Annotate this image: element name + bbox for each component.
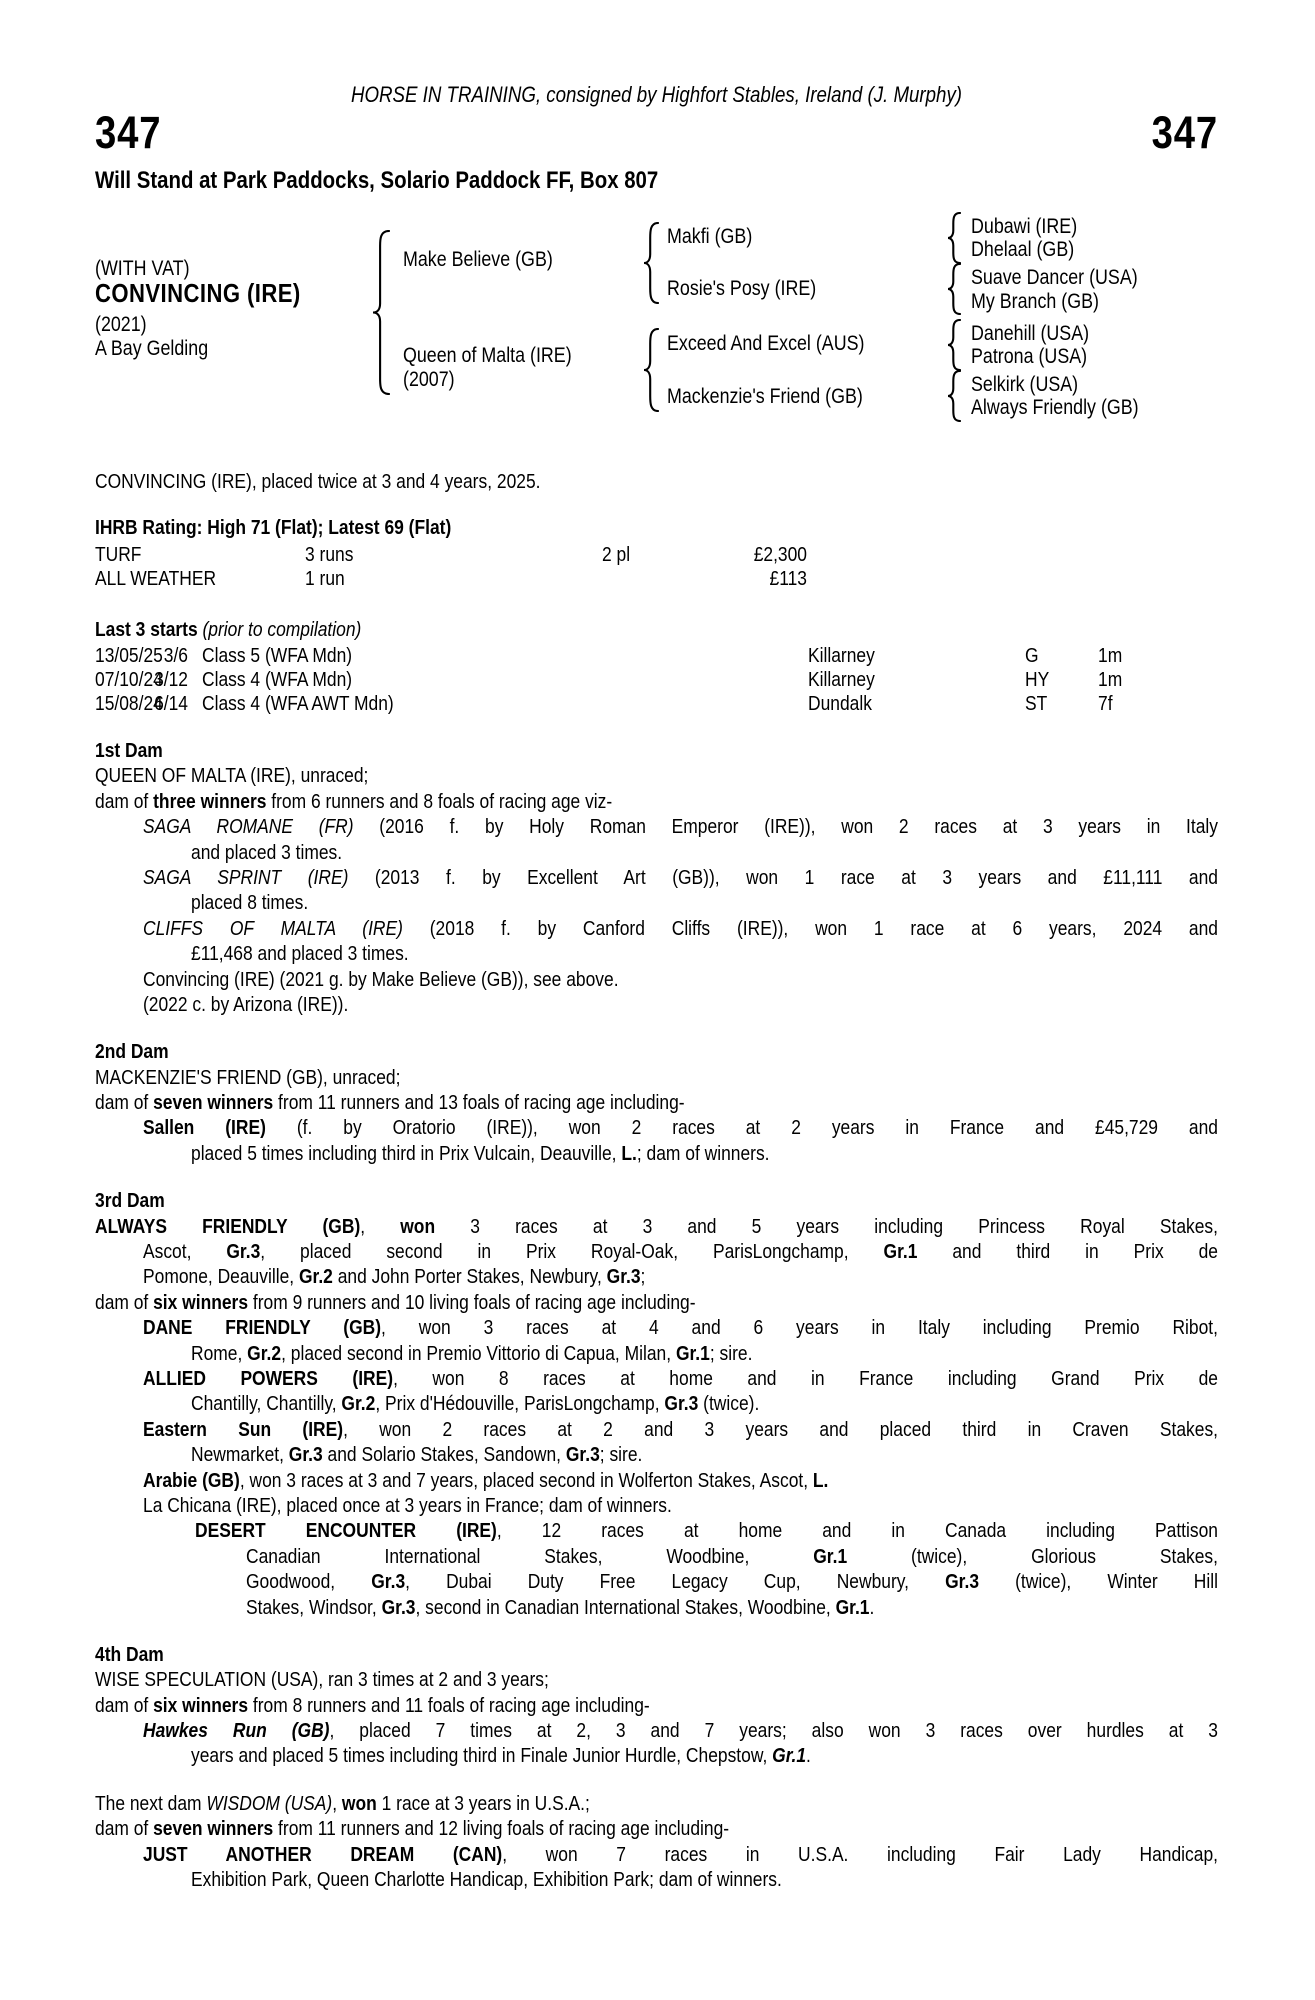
text-run: Gr.3 xyxy=(288,1443,323,1467)
section-first-dam xyxy=(95,738,1218,1017)
last-starts-subtitle: (prior to compilation) xyxy=(197,618,362,641)
text-run: , 12 races at home and in Canada including Pattison xyxy=(496,1519,1218,1543)
text-run: Canadian International Stakes, Woodbine, xyxy=(246,1544,814,1568)
earnings-cell: £113 xyxy=(769,567,807,590)
lot-number-left: 347 xyxy=(95,107,162,158)
pedigree-gen3-4: My Branch (GB) xyxy=(971,290,1099,313)
catalogue-line xyxy=(95,1642,1218,1667)
pedigree-brace-main xyxy=(372,230,390,395)
text-run: , won 8 races at home and in France including Grand Prix de xyxy=(393,1366,1219,1390)
pedigree-dam: Queen of Malta (IRE) xyxy=(403,344,572,367)
pedigree-gen3-7: Selkirk (USA) xyxy=(971,373,1079,396)
text-run: (f. by Oratorio (IRE)), won 2 races at 2 years in France and £45,729 and xyxy=(265,1116,1218,1140)
earnings-cell: £2,300 xyxy=(753,543,807,566)
pedigree-gen3-5: Danehill (USA) xyxy=(971,322,1090,345)
text-run: Gr.3 xyxy=(664,1392,699,1416)
catalogue-line xyxy=(95,1693,1218,1718)
catalogue-line xyxy=(95,865,1218,890)
text-run: won xyxy=(341,1791,377,1815)
text-run: from 8 runners and 11 foals of racing age including- xyxy=(248,1693,650,1717)
text-run: Pomone, Deauville, xyxy=(143,1265,299,1289)
catalogue-line xyxy=(95,1417,1218,1442)
going-cell: HY xyxy=(1025,668,1050,691)
catalogue-line xyxy=(95,1518,1218,1543)
text-run: Ascot, xyxy=(143,1240,227,1264)
last-starts-title: Last 3 starts xyxy=(95,618,198,641)
stand-location-line: Will Stand at Park Paddocks, Solario Paddock FF, Box 807 xyxy=(95,167,659,194)
text-run: QUEEN OF MALTA (IRE), unraced; xyxy=(95,764,369,788)
catalogue-line xyxy=(95,1341,1218,1366)
text-run: Gr.1 xyxy=(772,1744,807,1768)
text-run: placed 5 times including third in Prix Vulcain, Deauville, xyxy=(191,1141,622,1165)
catalogue-line xyxy=(95,789,1218,814)
text-run: , Dubai Duty Free Legacy Cup, Newbury, xyxy=(405,1570,946,1594)
text-run: Gr.3 xyxy=(371,1570,406,1594)
catalogue-line xyxy=(95,941,1218,966)
pedigree-gen3-8: Always Friendly (GB) xyxy=(971,396,1139,419)
text-run: Convincing (IRE) (2021 g. by Make Believe (GB)), see above. xyxy=(143,967,619,991)
text-run: , placed second in Premio Vittorio di Capua, Milan, xyxy=(281,1341,676,1365)
text-run: , won 7 races in U.S.A. including Fair Lady Handicap, xyxy=(502,1842,1218,1866)
text-run: and placed 3 times. xyxy=(191,840,343,864)
text-run: ; xyxy=(640,1265,646,1289)
text-run: dam of xyxy=(95,1091,154,1115)
text-run: from 11 runners and 13 foals of racing age including- xyxy=(273,1091,685,1115)
catalogue-line xyxy=(95,1039,1218,1064)
text-run: Gr.3 xyxy=(381,1595,416,1619)
course-cell: Killarney xyxy=(808,644,875,667)
text-run: Gr.1 xyxy=(813,1544,848,1568)
catalogue-line xyxy=(95,763,1218,788)
catalogue-line xyxy=(95,1214,1218,1239)
vat-note: (WITH VAT) xyxy=(95,257,190,280)
date-cell: 07/10/24 xyxy=(95,668,163,691)
text-run: seven winners xyxy=(153,1091,274,1115)
position-cell: 3/12 xyxy=(154,668,188,691)
pedigree-gen3-6: Patrona (USA) xyxy=(971,345,1088,368)
text-run: Gr.2 xyxy=(341,1392,376,1416)
pedigree-brace-sire-group xyxy=(643,222,659,304)
distance-cell: 1m xyxy=(1098,668,1123,691)
text-run: Gr.3 xyxy=(945,1570,980,1594)
horse-colour-sex: A Bay Gelding xyxy=(95,337,209,360)
text-run: ; sire. xyxy=(599,1443,643,1467)
pedigree-brace-pair-2 xyxy=(947,263,961,315)
date-cell: 13/05/25 xyxy=(95,644,163,667)
text-run: 2nd Dam xyxy=(95,1040,169,1064)
catalogue-line xyxy=(95,1065,1218,1090)
text-run: Rome, xyxy=(191,1341,248,1365)
text-run: 4th Dam xyxy=(95,1642,164,1666)
position-cell: 6/14 xyxy=(154,692,188,715)
pedigree-brace-pair-1 xyxy=(947,212,961,264)
text-run: . xyxy=(869,1595,875,1619)
pedigree-gen2-sire-sire: Makfi (GB) xyxy=(667,225,753,248)
text-run: Gr.3 xyxy=(565,1443,600,1467)
section-second-dam xyxy=(95,1039,1218,1166)
catalogue-line xyxy=(95,1816,1218,1841)
surface-cell: ALL WEATHER xyxy=(95,567,217,590)
text-run: Hawkes Run (GB) xyxy=(143,1719,330,1743)
text-run: Sallen (IRE) xyxy=(143,1116,266,1140)
race-cell: Class 4 (WFA Mdn) xyxy=(202,668,353,691)
text-run: ; sire. xyxy=(709,1341,753,1365)
catalogue-line xyxy=(95,967,1218,992)
text-run: JUST ANOTHER DREAM (CAN) xyxy=(143,1842,503,1866)
text-run: Arabie (GB) xyxy=(143,1468,240,1492)
text-run: six winners xyxy=(153,1290,249,1314)
text-run: three winners xyxy=(153,789,267,813)
catalogue-line xyxy=(95,1743,1218,1768)
catalogue-line xyxy=(95,1115,1218,1140)
pedigree-gen2-dam-sire: Exceed And Excel (AUS) xyxy=(667,332,865,355)
catalogue-line xyxy=(95,738,1218,763)
text-run: (2016 f. by Holy Roman Emperor (IRE)), won 2 races at 3 years in Italy xyxy=(353,815,1218,839)
text-run: (twice), Winter Hill xyxy=(979,1570,1218,1594)
text-run: La Chicana (IRE), placed once at 3 years in France; dam of winners. xyxy=(143,1493,672,1517)
catalogue-line xyxy=(95,890,1218,915)
text-run: Stakes, Windsor, xyxy=(246,1595,382,1619)
text-run: Eastern Sun (IRE) xyxy=(143,1417,344,1441)
text-run: Newmarket, xyxy=(191,1443,289,1467)
going-cell: G xyxy=(1025,644,1039,667)
date-cell: 15/08/24 xyxy=(95,692,163,715)
text-run: 1 race at 3 years in U.S.A.; xyxy=(376,1791,590,1815)
catalogue-line xyxy=(95,1290,1218,1315)
text-run: ALLIED POWERS (IRE) xyxy=(143,1366,394,1390)
pedigree-brace-pair-4 xyxy=(947,370,961,422)
text-run: Chantilly, Chantilly, xyxy=(191,1392,342,1416)
pedigree-dam-year: (2007) xyxy=(403,368,455,391)
surface-cell: TURF xyxy=(95,543,142,566)
text-run: Gr.2 xyxy=(298,1265,333,1289)
text-run: from 6 runners and 8 foals of racing age viz- xyxy=(266,789,613,813)
text-run: The next dam xyxy=(95,1791,207,1815)
text-run: Exhibition Park, Queen Charlotte Handicap, Exhibition Park; dam of winners. xyxy=(191,1868,782,1892)
text-run: CLIFFS OF MALTA (IRE) xyxy=(143,916,403,940)
last-starts-heading xyxy=(95,619,361,642)
section-fourth-dam xyxy=(95,1642,1218,1769)
horse-foaled-year: (2021) xyxy=(95,313,147,336)
text-run: Gr.3 xyxy=(606,1265,641,1289)
section-third-dam xyxy=(95,1188,1218,1620)
catalogue-line xyxy=(95,1569,1218,1594)
distance-cell: 1m xyxy=(1098,644,1123,667)
pedigree-brace-dam-group xyxy=(643,328,659,412)
text-run: 1st Dam xyxy=(95,739,163,762)
catalogue-line xyxy=(95,1595,1218,1620)
text-run: Gr.2 xyxy=(247,1341,282,1365)
catalogue-line xyxy=(95,1391,1218,1416)
rating-line: IHRB Rating: High 71 (Flat); Latest 69 (Flat) xyxy=(95,516,452,539)
text-run: dam of xyxy=(95,1817,154,1841)
text-run: DESERT ENCOUNTER (IRE) xyxy=(195,1519,497,1543)
text-run: L. xyxy=(621,1141,637,1165)
pedigree-gen3-2: Dhelaal (GB) xyxy=(971,238,1075,261)
text-run: DANE FRIENDLY (GB) xyxy=(143,1316,382,1340)
catalogue-text-body xyxy=(95,738,1218,1892)
catalogue-line xyxy=(95,1442,1218,1467)
race-record-intro: CONVINCING (IRE), placed twice at 3 and 4 years, 2025. xyxy=(95,470,541,493)
text-run: , second in Canadian International Stakes, Woodbine, xyxy=(415,1595,836,1619)
text-run: six winners xyxy=(153,1693,249,1717)
pedigree-gen2-sire-dam: Rosie's Posy (IRE) xyxy=(667,277,817,300)
going-cell: ST xyxy=(1025,692,1048,715)
text-run: WISDOM (USA) xyxy=(206,1791,333,1815)
catalogue-line xyxy=(95,1667,1218,1692)
text-run: (2018 f. by Canford Cliffs (IRE)), won 1 race at 6 years, 2024 and xyxy=(402,916,1218,940)
text-run: L. xyxy=(812,1468,829,1492)
catalogue-line xyxy=(95,840,1218,865)
text-run: placed 8 times. xyxy=(191,891,309,915)
text-run: SAGA ROMANE (FR) xyxy=(143,815,354,839)
catalogue-line xyxy=(95,1493,1218,1518)
catalogue-line xyxy=(95,992,1218,1017)
text-run: £11,468 and placed 3 times. xyxy=(191,942,409,966)
text-run: Gr.3 xyxy=(226,1240,261,1264)
text-run: Goodwood, xyxy=(246,1570,372,1594)
catalogue-line xyxy=(95,916,1218,941)
consignment-header: HORSE IN TRAINING, consigned by Highfort Stables, Ireland (J. Murphy) xyxy=(350,82,963,107)
pedigree-gen3-1: Dubawi (IRE) xyxy=(971,215,1078,238)
catalogue-line xyxy=(95,1264,1218,1289)
text-run: , won 3 races at 3 and 7 years, placed second in Wolferton Stakes, Ascot, xyxy=(239,1468,813,1492)
text-run: , placed second in Prix Royal-Oak, ParisLongchamp, xyxy=(260,1240,884,1264)
catalogue-line xyxy=(95,1468,1218,1493)
text-run: 3 races at 3 and 5 years including Princess Royal Stakes, xyxy=(435,1214,1218,1238)
catalogue-line xyxy=(95,1867,1218,1892)
distance-cell: 7f xyxy=(1098,692,1113,715)
position-cell: 3/6 xyxy=(163,644,188,667)
text-run: Gr.1 xyxy=(883,1240,918,1264)
text-run: SAGA SPRINT (IRE) xyxy=(143,865,349,889)
text-run: dam of xyxy=(95,1693,154,1717)
text-run: years and placed 5 times including third in Finale Junior Hurdle, Chepstow, xyxy=(191,1744,773,1768)
race-cell: Class 5 (WFA Mdn) xyxy=(202,644,353,667)
horse-name: CONVINCING (IRE) xyxy=(95,278,301,308)
text-run: and Solario Stakes, Sandown, xyxy=(322,1443,566,1467)
text-run: 3rd Dam xyxy=(95,1189,165,1213)
catalogue-line xyxy=(95,1239,1218,1264)
course-cell: Killarney xyxy=(808,668,875,691)
text-run: seven winners xyxy=(153,1817,274,1841)
text-run: (twice). xyxy=(698,1392,760,1416)
catalogue-line xyxy=(95,1718,1218,1743)
text-run: , placed 7 times at 2, 3 and 7 years; also won 3 races over hurdles at 3 xyxy=(329,1719,1219,1743)
placed-cell: 2 pl xyxy=(602,543,631,566)
text-run: from 9 runners and 10 living foals of racing age including- xyxy=(248,1290,696,1314)
section-next-dam xyxy=(95,1791,1218,1893)
catalogue-line xyxy=(95,814,1218,839)
text-run: dam of xyxy=(95,789,154,813)
text-run: , Prix d'Hédouville, ParisLongchamp, xyxy=(375,1392,665,1416)
text-run: , won 3 races at 4 and 6 years in Italy including Premio Ribot, xyxy=(381,1316,1218,1340)
text-run: and third in Prix de xyxy=(917,1240,1219,1264)
race-cell: Class 4 (WFA AWT Mdn) xyxy=(202,692,394,715)
text-run: , xyxy=(332,1791,342,1815)
text-run: ALWAYS FRIENDLY (GB) xyxy=(95,1214,361,1238)
text-run: WISE SPECULATION (USA), ran 3 times at 2 and 3 years; xyxy=(95,1668,549,1692)
catalogue-line xyxy=(95,1315,1218,1340)
catalogue-line xyxy=(95,1141,1218,1166)
runs-cell: 1 run xyxy=(305,567,345,590)
text-run: ; dam of winners. xyxy=(636,1141,770,1165)
catalogue-line xyxy=(95,1090,1218,1115)
catalogue-line xyxy=(95,1842,1218,1867)
course-cell: Dundalk xyxy=(808,692,872,715)
text-run: . xyxy=(806,1744,811,1768)
pedigree-sire: Make Believe (GB) xyxy=(403,248,553,271)
catalogue-line xyxy=(95,1188,1218,1213)
catalogue-line xyxy=(95,1366,1218,1391)
lot-number-right: 347 xyxy=(1151,107,1218,158)
text-run: Gr.1 xyxy=(675,1341,710,1365)
text-run: , won 2 races at 2 and 3 years and placed third in Craven Stakes, xyxy=(343,1417,1218,1441)
runs-cell: 3 runs xyxy=(305,543,354,566)
text-run: (2022 c. by Arizona (IRE)). xyxy=(143,992,349,1016)
text-run: won xyxy=(400,1214,436,1238)
pedigree-gen3-3: Suave Dancer (USA) xyxy=(971,266,1138,289)
pedigree-brace-pair-3 xyxy=(947,319,961,371)
text-run: MACKENZIE'S FRIEND (GB), unraced; xyxy=(95,1065,401,1089)
text-run: dam of xyxy=(95,1290,154,1314)
catalogue-line xyxy=(95,1544,1218,1569)
text-run: Gr.1 xyxy=(835,1595,870,1619)
text-run: and John Porter Stakes, Newbury, xyxy=(332,1265,607,1289)
text-run: (twice), Glorious Stakes, xyxy=(847,1544,1218,1568)
text-run: , xyxy=(360,1214,401,1238)
text-run: (2013 f. by Excellent Art (GB)), won 1 race at 3 years and £11,111 and xyxy=(348,865,1218,889)
text-run: from 11 runners and 12 living foals of racing age including- xyxy=(273,1817,730,1841)
pedigree-gen2-dam-dam: Mackenzie's Friend (GB) xyxy=(667,385,863,408)
catalogue-line xyxy=(95,1791,1218,1816)
